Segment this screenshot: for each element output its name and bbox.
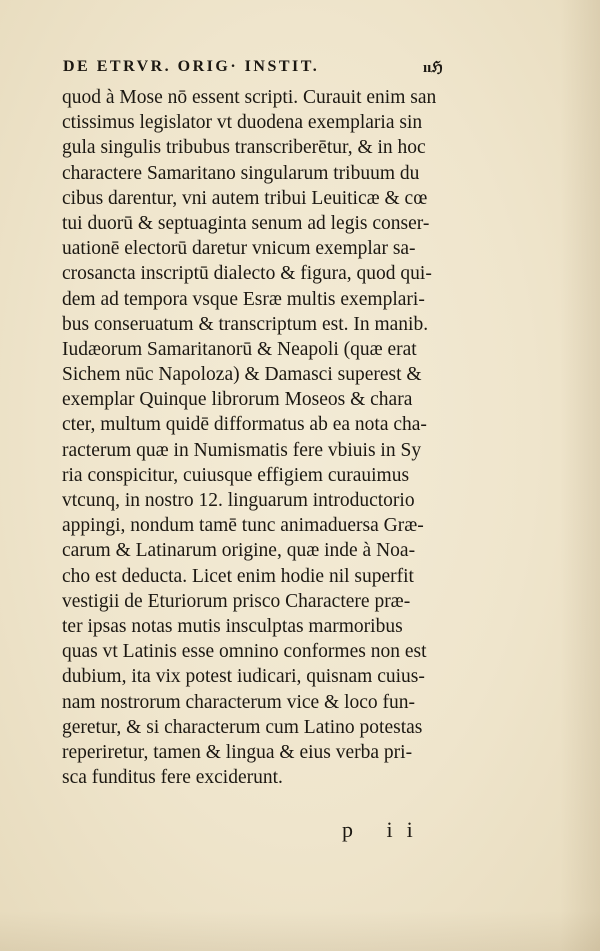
text-line: sca funditus fere exciderunt. bbox=[62, 767, 283, 789]
text-line: Iudæorum Samaritanorū & Neapoli (quæ erat bbox=[62, 338, 417, 360]
text-line: cter, multum quidē difformatus ab ea nota cha- bbox=[62, 414, 427, 436]
text-line: ria conspicitur, cuiusque effigiem curauimus bbox=[62, 464, 410, 486]
body-text bbox=[62, 85, 462, 790]
running-title: DE ETRVR. ORIG· INSTIT. bbox=[63, 58, 320, 75]
page-edge-shadow bbox=[560, 0, 600, 951]
text-line: reperiretur, tamen & lingua & eius verba pri- bbox=[62, 741, 413, 763]
text-line: appingi, nondum tamē tunc animaduersa Græ- bbox=[62, 515, 424, 537]
text-line: nam nostrorum characterum vice & loco fun- bbox=[62, 691, 416, 713]
text-line: tui duorū & septuaginta senum ad legis conser- bbox=[62, 212, 430, 234]
text-line: ctissimus legislator vt duodena exemplaria sin bbox=[62, 112, 423, 134]
text-line: crosancta inscriptū dialecto & figura, quod qui- bbox=[62, 263, 432, 285]
text-line: quod à Mose nō essent scripti. Curauit enim san bbox=[62, 87, 437, 108]
text-line: racterum quæ in Numismatis fere vbiuis in Sy bbox=[62, 439, 422, 461]
text-line: dem ad tempora vsque Esræ multis exemplari- bbox=[62, 288, 425, 310]
text-line: dubium, ita vix potest iudicari, quisnam cuius- bbox=[62, 666, 425, 688]
page-number: ııℌ bbox=[423, 60, 443, 76]
text-line: geretur, & si characterum cum Latino potestas bbox=[62, 716, 423, 738]
text-line: cibus darentur, vni autem tribui Leuiticæ & cœ bbox=[62, 187, 428, 209]
text-line: vtcunq, in nostro 12. linguarum introductorio bbox=[62, 490, 415, 511]
signature-mark: p ii bbox=[342, 817, 427, 842]
text-line: carum & Latinarum origine, quæ inde à Noa- bbox=[62, 540, 416, 562]
text-line: bus conseruatum & transcriptum est. In manib. bbox=[62, 313, 429, 335]
text-line: ter ipsas notas mutis insculptas marmoribus bbox=[62, 615, 403, 637]
text-line: exemplar Quinque librorum Moseos & chara bbox=[62, 389, 413, 411]
running-header bbox=[63, 58, 463, 80]
page-bottom-shadow bbox=[0, 911, 600, 951]
text-line: cho est deducta. Licet enim hodie nil superfit bbox=[62, 565, 414, 587]
text-line: uationē electorū daretur vnicum exemplar sa- bbox=[62, 238, 416, 260]
text-line: quas vt Latinis esse omnino conformes non est bbox=[62, 641, 427, 663]
text-line: gula singulis tribubus transcriberētur, & in hoc bbox=[62, 137, 426, 159]
text-line: Sichem nūc Napoloza) & Damasci superest & bbox=[62, 364, 422, 386]
text-line: vestigii de Eturiorum prisco Charactere præ- bbox=[62, 590, 411, 612]
text-line: charactere Samaritano singularum tribuum du bbox=[62, 162, 420, 184]
